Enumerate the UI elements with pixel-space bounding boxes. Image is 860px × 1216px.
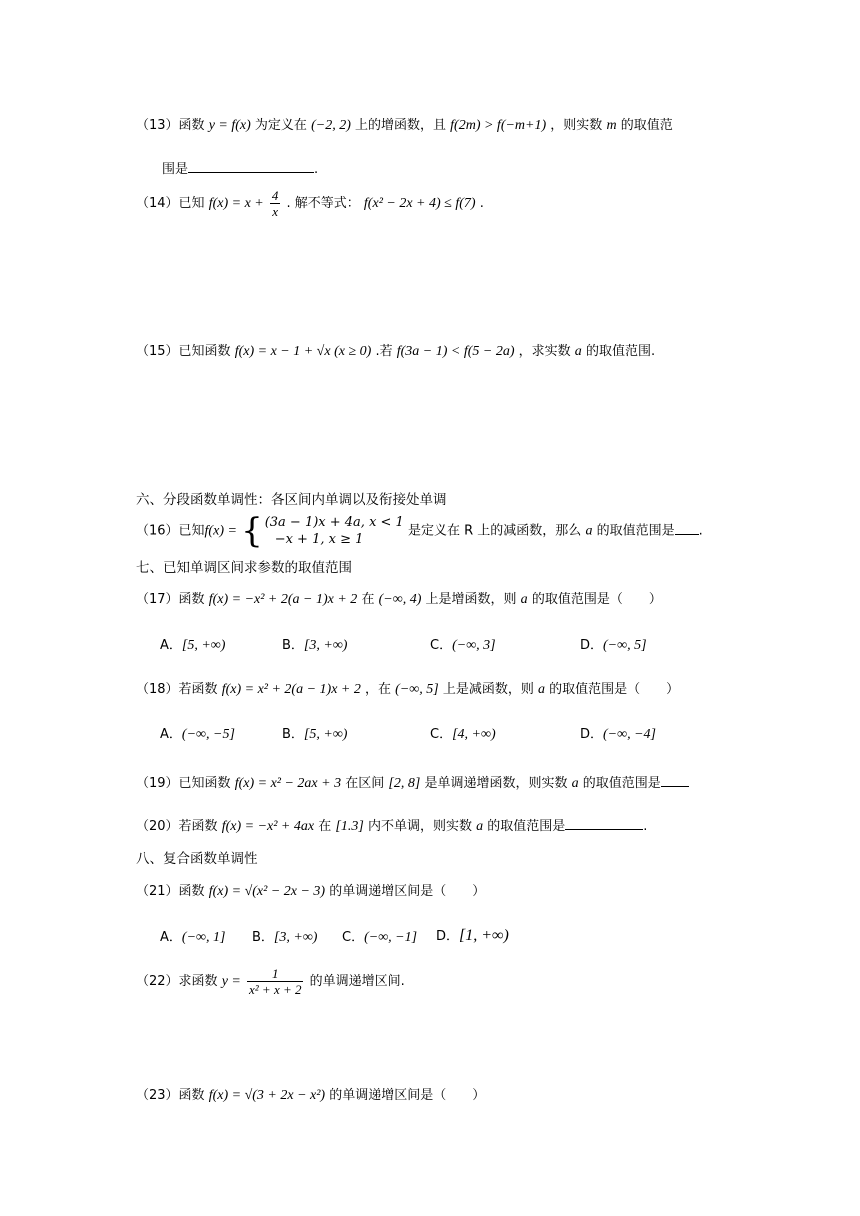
- question-16: [136, 511, 703, 551]
- q21-suffix: 的单调递增区间是（ ）: [329, 884, 486, 899]
- question-23: [136, 1086, 485, 1106]
- question-20: [136, 815, 647, 837]
- q15-text-2: ，求实数: [518, 344, 571, 359]
- q16-case-2: −x + 1, x ≥ 1: [274, 532, 364, 547]
- q16-text: 是定义在 R 上的减函数，那么: [407, 523, 582, 539]
- q19-text-2: 是单调递增函数，则实数: [424, 776, 568, 791]
- q17-function: f(x) = −x² + 2(a − 1)x + 2: [208, 592, 358, 607]
- q18-option-b[interactable]: [282, 725, 347, 745]
- q14-end: .: [479, 196, 484, 211]
- q17-variable: a: [520, 592, 528, 607]
- option-value: (−∞, 5]: [603, 638, 647, 653]
- q20-function: f(x) = −x² + 4ax: [221, 819, 315, 834]
- q15-function: f(x) = x − 1 + √x (x ≥ 0): [234, 344, 372, 359]
- q21-option-b[interactable]: [252, 928, 317, 948]
- option-value: [3, +∞): [303, 638, 348, 653]
- option-label: A．: [160, 638, 182, 653]
- q21-option-c[interactable]: [342, 928, 417, 948]
- q23-function: f(x) = √(3 + 2x − x²): [208, 1088, 326, 1103]
- option-value: (−∞, −4]: [603, 727, 657, 742]
- q13-suffix: 的取值范: [620, 118, 673, 133]
- option-value: [5, +∞): [303, 727, 348, 742]
- q18-text-2: 上是减函数，则: [442, 682, 534, 697]
- q23-suffix: 的单调递增区间是（ ）: [329, 1088, 486, 1103]
- q19-answer-blank[interactable]: [661, 772, 689, 787]
- q20-text-2: 内不单调，则实数: [367, 819, 472, 834]
- option-value: (−∞, 1]: [181, 930, 226, 945]
- q19-function: f(x) = x² − 2ax + 3: [234, 776, 342, 791]
- q16-answer-blank[interactable]: [675, 520, 699, 535]
- q16-prefix: （16）已知: [136, 523, 205, 539]
- q20-text-1: 在: [318, 819, 332, 834]
- q13-answer-blank[interactable]: [188, 158, 314, 173]
- q20-answer-blank[interactable]: [565, 815, 643, 830]
- q15-suffix: 的取值范围.: [585, 344, 656, 359]
- q21-option-d[interactable]: [436, 926, 509, 947]
- option-label: D．: [436, 929, 460, 944]
- q19-text-1: 在区间: [345, 776, 385, 791]
- q18-text-1: ，在: [365, 682, 392, 697]
- question-18: [136, 680, 679, 700]
- q22-fraction-denominator: x² + x + 2: [249, 982, 302, 997]
- option-label: B．: [252, 930, 274, 945]
- q13-end: .: [314, 162, 319, 177]
- q17-option-b[interactable]: [282, 636, 347, 656]
- question-13-line-2: [162, 158, 318, 180]
- section-7-heading: 七、已知单调区间求参数的取值范围: [136, 560, 352, 576]
- option-label: B．: [282, 638, 304, 653]
- q14-prefix: （14）已知: [136, 196, 205, 211]
- q19-interval: [2, 8]: [388, 776, 421, 791]
- q13-text-1: 为定义在: [254, 118, 307, 133]
- option-value: [5, +∞): [181, 638, 226, 653]
- q14-text: . 解不等式：: [286, 196, 360, 211]
- question-22: [136, 966, 405, 997]
- option-label: D．: [580, 727, 604, 742]
- q18-option-a[interactable]: [160, 725, 235, 745]
- option-label: C．: [342, 930, 365, 945]
- q16-variable: a: [585, 523, 593, 539]
- q22-fraction-numerator: 1: [247, 966, 303, 982]
- q16-case-1: (3a − 1)x + 4a, x < 1: [264, 515, 404, 530]
- q17-prefix: （17）函数: [136, 592, 205, 607]
- q17-interval: (−∞, 4): [378, 592, 422, 607]
- option-label: C．: [430, 727, 453, 742]
- option-label: C．: [430, 638, 453, 653]
- q15-text-1: .若: [375, 344, 393, 359]
- question-21: [136, 882, 485, 902]
- section-6-heading: 六、分段函数单调性：各区间内单调以及衔接处单调: [136, 492, 447, 508]
- q14-fraction: [270, 188, 281, 219]
- q17-option-a[interactable]: [160, 636, 225, 656]
- q17-option-c[interactable]: [430, 636, 496, 656]
- q13-prefix: （13）函数: [136, 118, 205, 133]
- q14-fraction-numerator: 4: [271, 188, 279, 203]
- q18-option-d[interactable]: [580, 725, 656, 745]
- q13-function: y = f(x): [208, 118, 251, 133]
- q14-fraction-denominator: x: [272, 204, 279, 219]
- q15-prefix: （15）已知函数: [136, 344, 231, 359]
- q13-variable: m: [606, 118, 617, 133]
- q21-option-a[interactable]: [160, 928, 225, 948]
- option-label: B．: [282, 727, 304, 742]
- q20-interval: [1.3]: [335, 819, 364, 834]
- q18-suffix: 的取值范围是（ ）: [549, 682, 680, 697]
- q13-text-3: ，则实数: [550, 118, 603, 133]
- q13-interval: (−2, 2): [311, 118, 351, 133]
- option-value: (−∞, 3]: [452, 638, 496, 653]
- q22-fraction: [247, 966, 303, 997]
- q16-brace: {: [241, 511, 263, 551]
- question-14: [136, 188, 484, 219]
- q20-prefix: （20）若函数: [136, 819, 218, 834]
- q20-suffix: 的取值范围是: [487, 819, 566, 834]
- q18-prefix: （18）若函数: [136, 682, 218, 697]
- q18-option-c[interactable]: [430, 725, 496, 745]
- q13-inequality: f(2m) > f(−m+1): [450, 118, 547, 133]
- q17-text-2: 上是增函数，则: [425, 592, 517, 607]
- option-label: A．: [160, 727, 182, 742]
- q19-suffix: 的取值范围是: [582, 776, 661, 791]
- q20-end: .: [643, 819, 648, 834]
- q15-inequality: f(3a − 1) < f(5 − 2a): [396, 344, 515, 359]
- q17-option-d[interactable]: [580, 636, 647, 656]
- q21-prefix: （21）函数: [136, 884, 205, 899]
- q14-inequality: f(x² − 2x + 4) ≤ f(7): [363, 196, 476, 211]
- q16-cases: [265, 514, 404, 548]
- q16-suffix: 的取值范围是: [596, 523, 675, 539]
- option-label: A．: [160, 930, 182, 945]
- option-value: [1, +∞): [459, 927, 509, 944]
- section-8-heading: 八、复合函数单调性: [136, 851, 258, 867]
- q13-text-2: 上的增函数，且: [355, 118, 447, 133]
- q23-prefix: （23）函数: [136, 1088, 205, 1103]
- q17-suffix: 的取值范围是（ ）: [531, 592, 662, 607]
- q13-line2-text: 围是: [162, 162, 189, 177]
- option-label: D．: [580, 638, 604, 653]
- q18-variable: a: [538, 682, 545, 697]
- q22-suffix: 的单调递增区间.: [309, 974, 405, 989]
- q17-text-1: 在: [361, 592, 375, 607]
- q16-end: .: [698, 523, 703, 539]
- question-15: [136, 342, 655, 362]
- q20-variable: a: [476, 819, 484, 834]
- question-13: [136, 116, 673, 136]
- option-value: [3, +∞): [273, 930, 318, 945]
- q16-function: f(x) =: [204, 523, 237, 539]
- option-value: (−∞, −1]: [364, 930, 418, 945]
- q22-function: y =: [221, 974, 241, 989]
- q14-function: f(x) = x +: [208, 196, 264, 211]
- question-19: [136, 772, 689, 794]
- option-value: [4, +∞): [452, 727, 496, 742]
- question-17: [136, 590, 662, 610]
- q16-piecewise: [241, 511, 404, 551]
- q19-variable: a: [571, 776, 579, 791]
- q15-variable: a: [574, 344, 582, 359]
- q18-function: f(x) = x² + 2(a − 1)x + 2: [221, 682, 361, 697]
- q19-prefix: （19）已知函数: [136, 776, 231, 791]
- q21-function: f(x) = √(x² − 2x − 3): [208, 884, 326, 899]
- q22-prefix: （22）求函数: [136, 974, 218, 989]
- option-value: (−∞, −5]: [181, 727, 235, 742]
- q18-interval: (−∞, 5]: [395, 682, 439, 697]
